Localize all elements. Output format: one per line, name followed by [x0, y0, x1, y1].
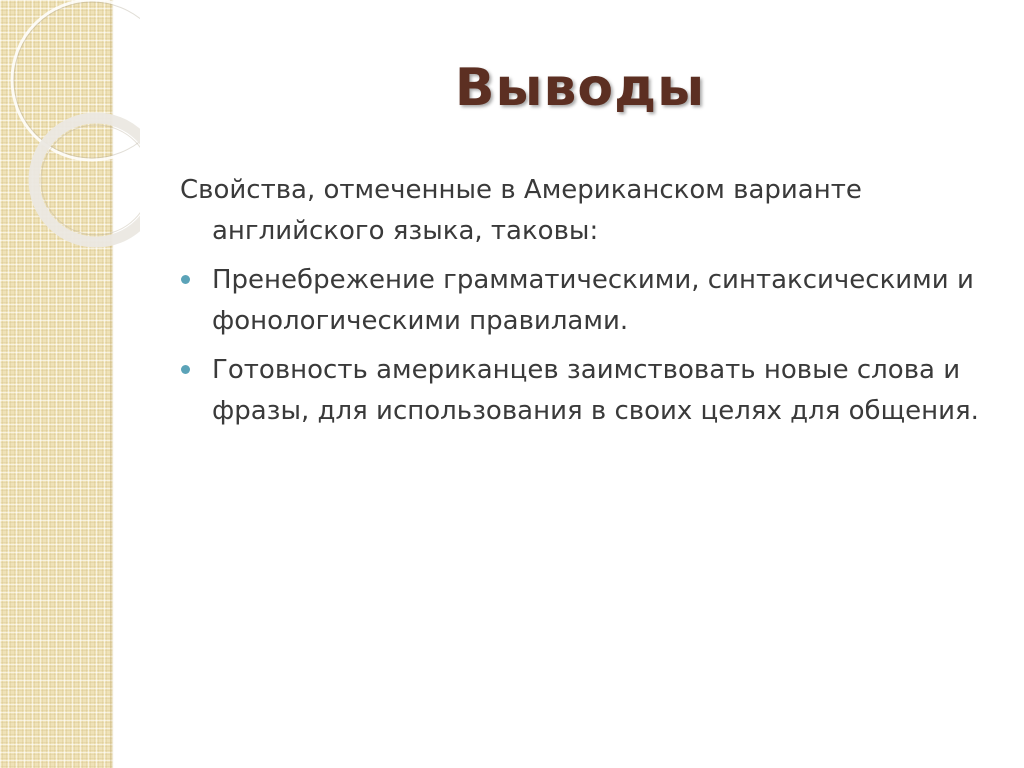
intro-paragraph: Свойства, отмеченные в Американском варианте английского языка, таковы: [180, 175, 862, 246]
ring-lower [34, 118, 140, 242]
bullet-dot-icon [181, 365, 190, 374]
bullet-item [180, 350, 990, 432]
bullet-text: Готовность американцев заимствовать новые слова и фразы, для использования в своих целях для общения. [212, 355, 979, 426]
bullet-dot-icon [181, 275, 190, 284]
ring-upper [12, 0, 140, 160]
slide-title: Выводы [454, 58, 706, 118]
ring-lower-inner [41, 125, 140, 235]
slide-body [180, 170, 990, 440]
bullet-item [180, 260, 990, 342]
decorative-rings [0, 0, 140, 260]
bullet-text: Пренебрежение грамматическими, синтаксическими и фонологическими правилами. [212, 265, 974, 336]
